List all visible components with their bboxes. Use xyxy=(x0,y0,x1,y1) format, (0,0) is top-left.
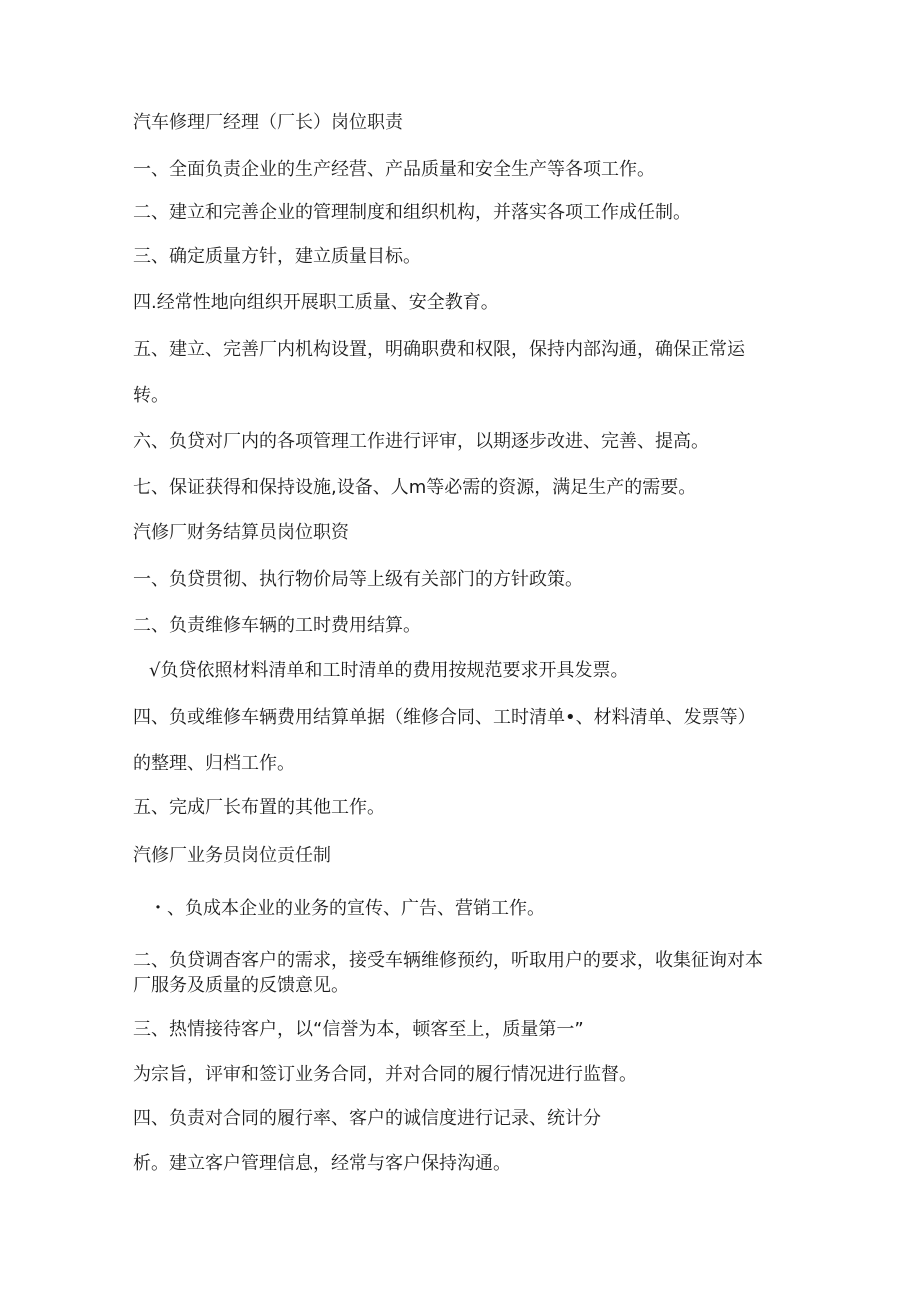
paragraph: 三、确定质量方针，建立质量目标。 xyxy=(133,246,421,267)
paragraph: 五、建立、完善厂内机构设置，明确职费和权限，保持内部沟通，确保正常运 xyxy=(133,339,745,360)
paragraph: 厂服务及质量的反馈意见。 xyxy=(133,975,349,996)
paragraph: 五、完成厂长布置的其他工作。 xyxy=(133,797,385,818)
paragraph: 一、全面负责企业的生产经营、产品质量和安全生产等各项工作。 xyxy=(133,159,655,180)
section-title: 汽车修理厂经理（厂长）岗位职责 xyxy=(133,112,403,133)
section-title: 汽修厂业务员岗位贡任制 xyxy=(133,845,331,866)
paragraph: 二、负贷调杳客户的需求，接受车辆维修预约，听取用户的要求，收集征询对本 xyxy=(133,950,763,971)
paragraph: 七、保证获得和保持设施,设备、人m等必需的资源，满足生产的需要。 xyxy=(133,477,697,498)
paragraph: 二、建立和完善企业的管理制度和组织机构，并落实各项工作成任制。 xyxy=(133,202,691,223)
paragraph: √负贷依照材料清单和工时清单的费用按规范要求开具发票。 xyxy=(149,660,629,681)
paragraph: 二、负责维修车辆的工时费用结算。 xyxy=(133,615,421,636)
paragraph: 的整理、归档工作。 xyxy=(133,753,295,774)
paragraph: ・、负成本企业的业务的宣传、广告、营销工作。 xyxy=(149,898,545,919)
paragraph: 转。 xyxy=(133,385,169,406)
paragraph: 三、热情接待客户，以“信誉为本，顿客至上，质量第一” xyxy=(133,1019,584,1040)
paragraph: 一、负贷贯彻、执行物价局等上级有关部门的方针政策。 xyxy=(133,569,583,590)
section-title: 汽修厂财务结算员岗位职资 xyxy=(133,522,349,543)
paragraph: 四.经常性地向组织开展职工质量、安全教育。 xyxy=(133,292,499,313)
paragraph: 析。建立客户管理信息，经常与客户保持沟通。 xyxy=(133,1153,511,1174)
paragraph: 四、负责对合同的履行率、客户的诚信度进行记录、统计分 xyxy=(133,1108,601,1129)
paragraph: 六、负贷对厂内的各项管理工作进行评审，以期逐步改进、完善、提高。 xyxy=(133,431,709,452)
paragraph: 四、负或维修车辆费用结算单据（维修合同、工时清单•、材料清单、发票等） xyxy=(133,707,756,728)
paragraph: 为宗旨，评审和签订业务合同，并对合同的履行情况进行监督。 xyxy=(133,1064,637,1085)
